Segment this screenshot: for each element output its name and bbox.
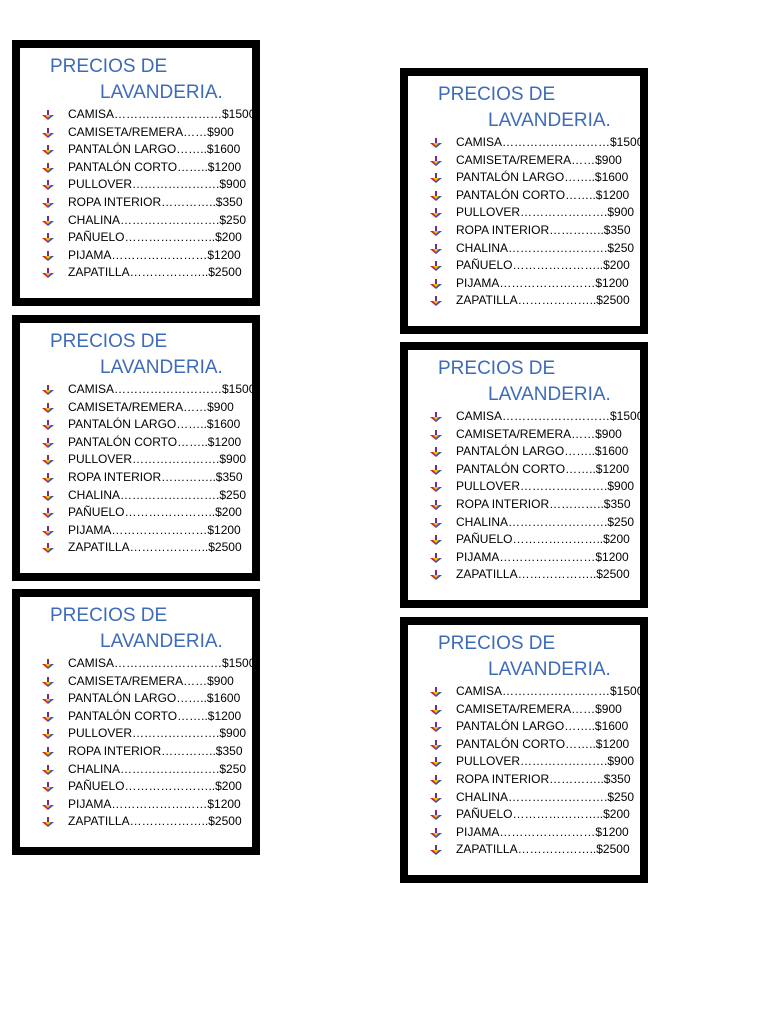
price-item-text: CAMISETA/REMERA……$900 (456, 426, 622, 441)
arrow-down-bullet-icon (430, 740, 442, 750)
arrow-down-bullet-icon (42, 163, 54, 173)
price-item-text: PANTALÓN CORTO……..$1200 (456, 187, 630, 202)
arrow-down-bullet-icon (42, 268, 54, 278)
arrow-down-bullet-icon (42, 729, 54, 739)
arrow-down-bullet-icon (430, 261, 442, 271)
price-item (430, 841, 643, 859)
price-item-text: PANTALÓN CORTO……..$1200 (68, 434, 242, 449)
arrow-down-bullet-icon (430, 570, 442, 580)
price-item (42, 522, 255, 540)
price-item-text: ROPA INTERIOR…………..$350 (456, 496, 631, 511)
price-item (430, 222, 643, 240)
price-card (400, 68, 648, 334)
card-title-line1: PRECIOS DE (50, 331, 168, 352)
price-item (42, 708, 255, 726)
price-item (42, 264, 255, 282)
price-item (42, 761, 255, 779)
price-item-text: CAMISETA/REMERA……$900 (68, 124, 234, 139)
card-title (438, 631, 611, 683)
arrow-down-bullet-icon (430, 518, 442, 528)
arrow-down-bullet-icon (430, 465, 442, 475)
price-item-text: PIJAMA……………………$1200 (456, 824, 629, 839)
price-item (42, 381, 255, 399)
price-item-text: ROPA INTERIOR…………..$350 (68, 743, 243, 758)
price-item (430, 187, 643, 205)
arrow-down-bullet-icon (430, 810, 442, 820)
price-item-text: ZAPATILLA………………..$2500 (456, 567, 630, 582)
price-item-text: PULLOVER………………….$900 (456, 205, 635, 220)
price-item (430, 426, 643, 444)
price-item-text: CAMISA………………………$1500 (456, 135, 644, 149)
price-item-text: PANTALÓN LARGO……..$1600 (456, 444, 629, 459)
price-item (42, 451, 255, 469)
price-item (430, 549, 643, 567)
arrow-down-bullet-icon (430, 226, 442, 236)
price-item (42, 399, 255, 417)
arrow-down-bullet-icon (42, 659, 54, 669)
arrow-down-bullet-icon (42, 420, 54, 430)
arrow-down-bullet-icon (430, 156, 442, 166)
price-item-text: PULLOVER………………….$900 (68, 726, 247, 741)
arrow-down-bullet-icon (430, 687, 442, 697)
price-item-text: PAÑUELO…………………..$200 (68, 779, 242, 794)
price-item-text: PAÑUELO…………………..$200 (68, 505, 242, 520)
price-list (430, 134, 643, 310)
price-item (42, 416, 255, 434)
price-item (42, 655, 255, 673)
price-item-text: CAMISETA/REMERA……$900 (68, 673, 234, 688)
price-item-text: PANTALÓN LARGO……..$1600 (456, 719, 629, 734)
price-item (430, 240, 643, 258)
price-item-text: PANTALÓN CORTO……..$1200 (456, 736, 630, 751)
card-title-line1: PRECIOS DE (50, 56, 168, 77)
arrow-down-bullet-icon (42, 800, 54, 810)
arrow-down-bullet-icon (430, 705, 442, 715)
card-title (50, 603, 223, 655)
price-item-text: CAMISA………………………$1500 (68, 382, 256, 396)
price-list (42, 106, 255, 282)
price-item (42, 176, 255, 194)
arrow-down-bullet-icon (430, 845, 442, 855)
price-item (430, 496, 643, 514)
price-item (430, 789, 643, 807)
price-item-text: CAMISETA/REMERA……$900 (68, 399, 234, 414)
price-item (430, 134, 643, 152)
price-list (42, 655, 255, 831)
price-card (400, 617, 648, 883)
price-item (42, 194, 255, 212)
price-item (42, 469, 255, 487)
card-title-line1: PRECIOS DE (50, 605, 168, 626)
arrow-down-bullet-icon (430, 447, 442, 457)
arrow-down-bullet-icon (42, 385, 54, 395)
price-item (430, 753, 643, 771)
price-item-text: CHALINA…………………….$250 (68, 761, 247, 776)
price-item-text: CAMISETA/REMERA……$900 (456, 701, 622, 716)
price-card (12, 315, 260, 581)
price-item-text: ZAPATILLA………………..$2500 (68, 540, 242, 555)
price-item (430, 531, 643, 549)
arrow-down-bullet-icon (430, 208, 442, 218)
arrow-down-bullet-icon (430, 412, 442, 422)
card-title-line2: LAVANDERIA. (100, 631, 223, 652)
price-item-text: ZAPATILLA………………..$2500 (68, 814, 242, 829)
arrow-down-bullet-icon (42, 145, 54, 155)
arrow-down-bullet-icon (430, 535, 442, 545)
price-item-text: ZAPATILLA………………..$2500 (456, 293, 630, 308)
price-item (430, 275, 643, 293)
price-item (42, 434, 255, 452)
price-item-text: PAÑUELO…………………..$200 (456, 807, 630, 822)
price-item (430, 701, 643, 719)
card-title (438, 82, 611, 134)
price-item-text: CHALINA…………………….$250 (68, 487, 247, 502)
arrow-down-bullet-icon (430, 757, 442, 767)
price-item (42, 212, 255, 230)
price-item-text: PAÑUELO…………………..$200 (68, 230, 242, 245)
price-item-text: CHALINA…………………….$250 (456, 789, 635, 804)
price-item-text: PIJAMA……………………$1200 (68, 796, 241, 811)
price-item (430, 204, 643, 222)
price-item-text: PULLOVER………………….$900 (456, 754, 635, 769)
arrow-down-bullet-icon (430, 244, 442, 254)
price-item (430, 824, 643, 842)
price-item (42, 106, 255, 124)
card-title (50, 54, 223, 106)
arrow-down-bullet-icon (430, 828, 442, 838)
arrow-down-bullet-icon (42, 251, 54, 261)
price-item-text: PULLOVER………………….$900 (456, 479, 635, 494)
price-item (430, 292, 643, 310)
arrow-down-bullet-icon (430, 296, 442, 306)
price-item-text: PANTALÓN LARGO……..$1600 (68, 691, 241, 706)
price-item-text: PANTALÓN LARGO……..$1600 (68, 142, 241, 157)
price-card (12, 589, 260, 855)
price-item (430, 736, 643, 754)
price-card (400, 342, 648, 608)
price-item (42, 778, 255, 796)
price-item-text: CAMISA………………………$1500 (68, 656, 256, 670)
price-item-text: PIJAMA……………………$1200 (456, 549, 629, 564)
price-item-text: CAMISETA/REMERA……$900 (456, 152, 622, 167)
price-item-text: PANTALÓN CORTO……..$1200 (456, 461, 630, 476)
price-item-text: ROPA INTERIOR…………..$350 (68, 194, 243, 209)
price-item-text: PAÑUELO…………………..$200 (456, 258, 630, 273)
arrow-down-bullet-icon (42, 526, 54, 536)
price-item-text: ROPA INTERIOR…………..$350 (456, 222, 631, 237)
price-item (42, 796, 255, 814)
arrow-down-bullet-icon (42, 110, 54, 120)
price-item-text: CAMISA………………………$1500 (68, 107, 256, 121)
arrow-down-bullet-icon (42, 438, 54, 448)
arrow-down-bullet-icon (430, 793, 442, 803)
card-title-line2: LAVANDERIA. (100, 82, 223, 103)
arrow-down-bullet-icon (42, 782, 54, 792)
price-item (430, 443, 643, 461)
card-title-line1: PRECIOS DE (438, 84, 556, 105)
price-item-text: PAÑUELO…………………..$200 (456, 532, 630, 547)
price-item (42, 229, 255, 247)
price-item (430, 566, 643, 584)
price-item (42, 539, 255, 557)
price-item (42, 141, 255, 159)
arrow-down-bullet-icon (42, 508, 54, 518)
arrow-down-bullet-icon (42, 403, 54, 413)
price-item-text: ZAPATILLA………………..$2500 (456, 842, 630, 857)
arrow-down-bullet-icon (42, 198, 54, 208)
card-title-line2: LAVANDERIA. (100, 357, 223, 378)
arrow-down-bullet-icon (430, 553, 442, 563)
arrow-down-bullet-icon (430, 191, 442, 201)
price-item-text: ROPA INTERIOR…………..$350 (68, 469, 243, 484)
price-item (430, 461, 643, 479)
price-item (42, 159, 255, 177)
card-title-line2: LAVANDERIA. (488, 110, 611, 131)
price-item (430, 771, 643, 789)
card-title-line2: LAVANDERIA. (488, 384, 611, 405)
price-item-text: CHALINA…………………….$250 (68, 212, 247, 227)
price-item-text: PULLOVER………………….$900 (68, 452, 247, 467)
card-title-line2: LAVANDERIA. (488, 659, 611, 680)
price-item (430, 152, 643, 170)
arrow-down-bullet-icon (42, 216, 54, 226)
card-title-line1: PRECIOS DE (438, 633, 556, 654)
price-list (430, 408, 643, 584)
arrow-down-bullet-icon (430, 173, 442, 183)
arrow-down-bullet-icon (42, 473, 54, 483)
price-item (42, 673, 255, 691)
arrow-down-bullet-icon (430, 500, 442, 510)
arrow-down-bullet-icon (430, 722, 442, 732)
price-item-text: PIJAMA……………………$1200 (456, 275, 629, 290)
price-item (430, 806, 643, 824)
price-item (42, 813, 255, 831)
arrow-down-bullet-icon (42, 694, 54, 704)
arrow-down-bullet-icon (42, 128, 54, 138)
price-item (42, 247, 255, 265)
price-item-text: PULLOVER………………….$900 (68, 177, 247, 192)
arrow-down-bullet-icon (42, 765, 54, 775)
arrow-down-bullet-icon (430, 775, 442, 785)
price-item-text: PANTALÓN CORTO……..$1200 (68, 708, 242, 723)
price-item (42, 725, 255, 743)
price-item-text: PIJAMA……………………$1200 (68, 247, 241, 262)
arrow-down-bullet-icon (430, 430, 442, 440)
price-list (42, 381, 255, 557)
price-item-text: CAMISA………………………$1500 (456, 409, 644, 423)
arrow-down-bullet-icon (430, 279, 442, 289)
price-item-text: ROPA INTERIOR…………..$350 (456, 771, 631, 786)
price-item-text: PANTALÓN LARGO……..$1600 (68, 417, 241, 432)
arrow-down-bullet-icon (42, 543, 54, 553)
price-item (42, 690, 255, 708)
price-item-text: PIJAMA……………………$1200 (68, 522, 241, 537)
card-title (438, 356, 611, 408)
price-item (42, 487, 255, 505)
arrow-down-bullet-icon (42, 455, 54, 465)
card-title-line1: PRECIOS DE (438, 358, 556, 379)
price-item (430, 718, 643, 736)
card-title (50, 329, 223, 381)
price-item-text: PANTALÓN LARGO……..$1600 (456, 170, 629, 185)
price-card (12, 40, 260, 306)
price-item (42, 504, 255, 522)
price-item-text: CAMISA………………………$1500 (456, 684, 644, 698)
arrow-down-bullet-icon (42, 712, 54, 722)
price-item (42, 124, 255, 142)
arrow-down-bullet-icon (430, 482, 442, 492)
price-item (430, 478, 643, 496)
price-item (430, 514, 643, 532)
price-item-text: CHALINA…………………….$250 (456, 514, 635, 529)
price-item (430, 169, 643, 187)
arrow-down-bullet-icon (42, 491, 54, 501)
arrow-down-bullet-icon (42, 180, 54, 190)
arrow-down-bullet-icon (430, 138, 442, 148)
price-item (430, 408, 643, 426)
arrow-down-bullet-icon (42, 817, 54, 827)
arrow-down-bullet-icon (42, 747, 54, 757)
price-item-text: ZAPATILLA………………..$2500 (68, 265, 242, 280)
price-item-text: CHALINA…………………….$250 (456, 240, 635, 255)
price-list (430, 683, 643, 859)
price-item-text: PANTALÓN CORTO……..$1200 (68, 159, 242, 174)
price-item (430, 257, 643, 275)
arrow-down-bullet-icon (42, 233, 54, 243)
price-item (42, 743, 255, 761)
arrow-down-bullet-icon (42, 677, 54, 687)
price-item (430, 683, 643, 701)
